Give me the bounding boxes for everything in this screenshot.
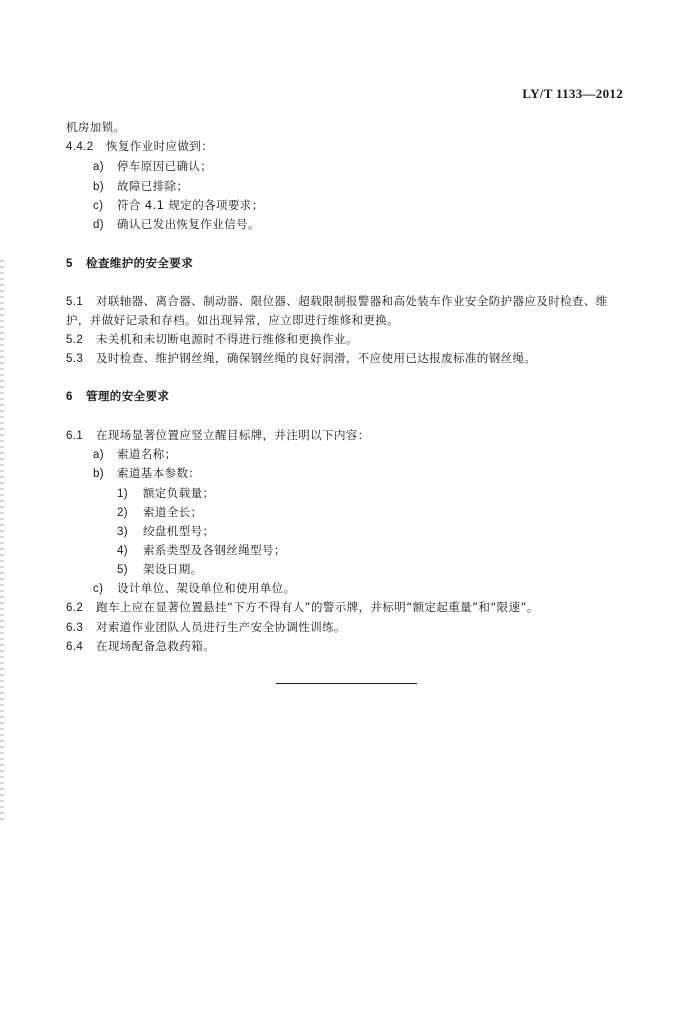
clause-number: 6.3	[66, 622, 84, 634]
list-item-label: c)	[93, 583, 104, 595]
end-of-document-rule	[276, 683, 417, 684]
list-item-label: a)	[93, 449, 105, 461]
list-item-label: b)	[93, 181, 105, 193]
section-6-heading	[66, 389, 169, 405]
list-item-text: 设计单位、架设单位和使用单位。	[117, 581, 296, 595]
clause-5-1-continued: 护，并做好记录和存档。如出现异常，应立即进行维修和更换。	[66, 313, 400, 327]
clause-6-2	[66, 600, 539, 616]
list-item-text: 故障已排除；	[117, 179, 189, 193]
clause-text: 跑车上应在显著位置悬挂“下方不得有人”的警示牌，并标明“额定起重量”和“限速”。	[96, 600, 539, 614]
sub-list-item-text: 架设日期。	[143, 562, 203, 576]
clause-number: 5.3	[66, 353, 84, 365]
section-5-heading	[66, 256, 193, 272]
clause-5-3	[66, 351, 536, 367]
clause-text: 对联轴器、离合器、制动器、限位器、超载限制报警器和高处装车作业安全防护器应及时检查、维	[96, 294, 608, 308]
list-item	[93, 159, 212, 175]
sub-list-item-label: 1)	[117, 488, 129, 500]
clause-5-1	[66, 294, 608, 310]
list-item-text: 索道名称；	[117, 447, 177, 461]
sub-list-item	[117, 524, 214, 540]
sub-list-item-text: 索道全长；	[143, 505, 203, 519]
sub-list-item-text: 索系类型及各钢丝绳型号；	[143, 543, 286, 557]
list-item-label: c)	[93, 200, 104, 212]
sub-list-item-label: 3)	[117, 526, 129, 538]
clause-text: 在现场显著位置应竖立醒目标牌，并注明以下内容：	[96, 428, 370, 442]
clause-number: 6.4	[66, 641, 84, 653]
section-number: 5	[66, 258, 73, 270]
clause-number: 5.2	[66, 334, 84, 346]
sub-list-item-text: 额定负载量；	[143, 486, 215, 500]
list-item-text: 停车原因已确认；	[117, 159, 213, 173]
clause-5-2	[66, 332, 358, 348]
clause-6-4	[66, 639, 215, 655]
list-item	[93, 217, 260, 233]
sub-list-item-label: 4)	[117, 545, 129, 557]
list-item	[93, 179, 188, 195]
continuation-text: 机房加锁。	[66, 120, 126, 134]
sub-list-item	[117, 543, 286, 559]
clause-4-4-2	[66, 139, 213, 155]
sub-list-item	[117, 505, 203, 521]
standard-code-header: LY/T 1133—2012	[522, 86, 623, 101]
list-item-label: b)	[93, 468, 105, 480]
clause-number: 6.2	[66, 602, 84, 614]
section-number: 6	[66, 391, 73, 403]
list-item-text: 符合 4.1 规定的各项要求；	[117, 198, 264, 212]
section-title: 管理的安全要求	[86, 389, 170, 403]
list-item-text: 索道基本参数：	[117, 466, 201, 480]
clause-6-3	[66, 620, 346, 636]
clause-number: 4.4.2	[66, 141, 94, 153]
clause-number: 6.1	[66, 430, 84, 442]
sub-list-item	[117, 562, 203, 578]
sub-list-item-label: 2)	[117, 507, 129, 519]
sub-list-item-label: 5)	[117, 564, 129, 576]
clause-6-1	[66, 428, 370, 444]
list-item	[93, 447, 177, 463]
sub-list-item-text: 绞盘机型号；	[143, 524, 215, 538]
sub-list-item	[117, 486, 214, 502]
clause-text: 在现场配备急救药箱。	[96, 639, 215, 653]
list-item-text: 确认已发出恢复作业信号。	[117, 217, 260, 231]
list-item	[93, 466, 200, 482]
clause-number: 5.1	[66, 296, 84, 308]
clause-text: 未关机和未切断电源时不得进行维修和更换作业。	[96, 332, 358, 346]
clause-text: 对索道作业团队人员进行生产安全协调性训练。	[96, 620, 346, 634]
list-item	[93, 198, 264, 214]
section-title: 检查维护的安全要求	[86, 256, 194, 270]
clause-text: 恢复作业时应做到：	[106, 139, 214, 153]
list-item-label: a)	[93, 161, 105, 173]
clause-text: 及时检查、维护钢丝绳，确保钢丝绳的良好润滑，不应使用已达报废标准的钢丝绳。	[96, 351, 537, 365]
list-item	[93, 581, 296, 597]
scan-edge-artifact	[0, 260, 4, 820]
list-item-label: d)	[93, 219, 105, 231]
